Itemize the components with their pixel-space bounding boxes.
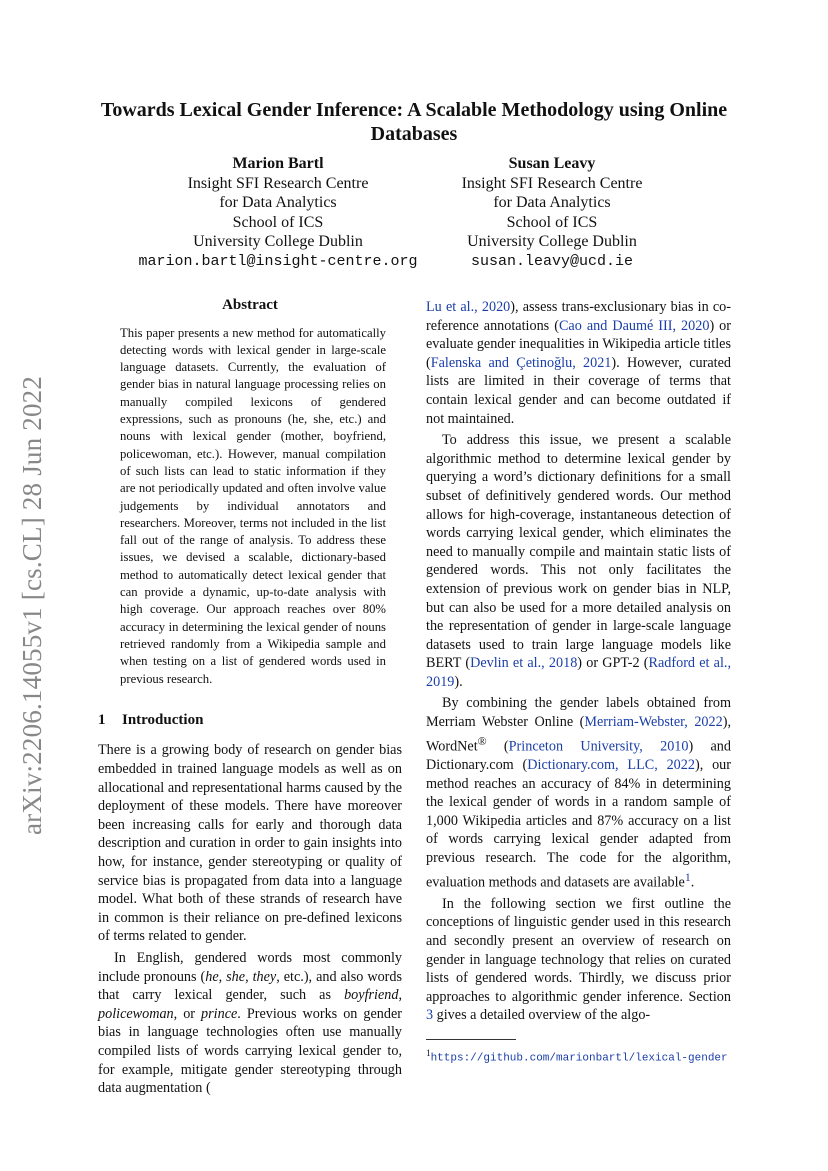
section-ref-link[interactable]: 3 xyxy=(426,1007,434,1024)
citation-link[interactable]: Falenska and Çetinoğlu, 2021 xyxy=(430,354,612,371)
section-number: 1 xyxy=(98,711,106,728)
citation-link[interactable]: Dictionary.com, LLC, 2022 xyxy=(527,756,695,773)
footnote xyxy=(426,1046,731,1066)
citation-link[interactable]: Cao and Daumé III, 2020 xyxy=(558,317,710,334)
citation-link[interactable]: Lu et al., 2020 xyxy=(426,299,511,315)
author-name: Marion Bartl xyxy=(232,155,324,172)
left-column xyxy=(98,296,402,1098)
citation-link[interactable]: Radford et al., 2019 xyxy=(426,655,732,690)
registered-mark: ® xyxy=(477,733,487,748)
paragraph: In the following section we first outline the conceptions of linguistic gender used in this research and secondly present an overview of research on gender in language technology that relies on curated lists of gendered words. Thirdly, we discuss prior approaches to algorithmic gender inference. Section 3 gives a detailed overview of the algo- xyxy=(426,895,731,1024)
citation-link[interactable]: Devlin et al., 2018 xyxy=(470,655,578,672)
author-affiliation-line: for Data Analytics xyxy=(219,194,337,211)
author-affiliation-line: for Data Analytics xyxy=(493,194,611,211)
author-affiliation-line: University College Dublin xyxy=(467,233,637,250)
author-affiliation-line: University College Dublin xyxy=(193,233,363,250)
right-column xyxy=(426,298,731,1066)
author-name: Susan Leavy xyxy=(508,155,596,172)
footnote-url-link[interactable]: https://github.com/marionbartl/lexical-gender xyxy=(430,1052,728,1065)
author-email[interactable]: marion.bartl@insight-centre.org xyxy=(138,252,418,270)
abstract-text: This paper presents a new method for automatically detecting words with lexical gender in large-scale language datasets. Currently, the evaluation of gender bias in natural language processing relies on manually compiled lexicons of gendered expressions, such as pronouns (he, she, etc.) and nouns with lexical gender (mother, boyfriend, policewoman, etc.). However, manual compilation of such lists can lead to static information if they are not periodically updated and often involve value judgements by individual annotators and researchers. Moreover, terms not included in the list fall out of the range of analysis. To address these issues, we devised a scalable, dictionary-based method to automatically detect lexical gender that can provide a dynamic, up-to-date analysis with high coverage. Our approach reaches over 80% accuracy in determining the lexical gender of nouns retrieved randomly from a Wikipedia sample and when testing on a list of gendered words used in previous research. xyxy=(120,325,386,686)
author-affiliation-line: School of ICS xyxy=(506,213,598,231)
author-block xyxy=(446,154,658,271)
author-affiliation-line: Insight SFI Research Centre xyxy=(187,174,369,192)
paragraph: In English, gendered words most commonly include pronouns (he, she, they, etc.), and also words that carry lexical gender, such as boyfriend, policewoman, or prince. Previous works on gender bias in language technologies often use manually compiled lists of words carrying lexical gender to, for example, mitigate gender stereotyping through data augmentation ( xyxy=(98,949,403,1097)
footnote-divider xyxy=(426,1039,516,1040)
citation-link[interactable]: Merriam-Webster, 2022 xyxy=(584,714,723,731)
paragraph-continuation: Lu et al., 2020), assess trans-exclusionary bias in co-reference annotations (Cao and Daumé III, 2020) or evaluate gender inequalities in Wikipedia article titles (Falenska and Çetinoğlu, 2021). However, curated lists are limited in their coverage of terms that contain lexical gender and can become outdated if not maintained. xyxy=(426,299,732,427)
author-affiliation-line: Insight SFI Research Centre xyxy=(461,174,643,192)
paragraph: To address this issue, we present a scalable algorithmic method to determine lexical gender by querying a word’s dictionary definitions for a small subset of definitively gendered words. Our method allows for high-coverage, instantaneous detection of words carrying lexical gender, which eliminates the need to manually compile and maintain static lists of gendered words. This not only facilitates the extension of previous work on gender bias in NLP, but can also be used for a more detailed analysis on the representation of gender in large-scale language datasets used to train large language models like BERT (Devlin et al., 2018) or GPT-2 (Radford et al., 2019). xyxy=(426,432,732,690)
footnote-ref[interactable]: 1 xyxy=(684,869,691,884)
section-heading xyxy=(98,711,402,730)
author-affiliation-line: School of ICS xyxy=(232,213,324,231)
paragraph-continued: . Previous works on gender bias in language technologies often use manually compiled lists of words carrying lexical gender to, for example, mitigate gender stereotyping through data augmentation ( xyxy=(98,1005,402,1097)
arxiv-stamp: arXiv:2206.14055v1 [cs.CL] 28 Jun 2022 xyxy=(17,375,47,835)
citation-link[interactable]: Princeton University, 2010 xyxy=(508,738,689,755)
author-email[interactable]: susan.leavy@ucd.ie xyxy=(470,252,634,270)
paragraph: By combining the gender labels obtained from Merriam Webster Online (Merriam-Webster, 2022), WordNet® (Princeton University, 2010) and Dictionary.com (Dictionary.com, LLC, 2022), our method reaches an accuracy of 84% in determining the lexical gender of words in a random sample of 1,000 Wikipedia articles and 87% accuracy on a list of words carrying lexical gender adapted from previous research. The code for the algorithm, evaluation methods and datasets are available$^1$. xyxy=(426,695,731,891)
abstract-heading: Abstract xyxy=(222,297,278,313)
section-title: Introduction xyxy=(122,711,204,728)
footnote-mark: 1 xyxy=(426,1048,431,1059)
author-block xyxy=(110,154,446,271)
paragraph: There is a growing body of research on gender bias embedded in trained language models as well as on allocational and representational harms caused by the deployment of these models. There have moreover been increasing calls for early and thorough data description and curation in order to gain insights into how, for instance, gender stereotyping or quality of service bias is propagated from data into a language model. What both of these strands of research have in common is their reliance on pre-defined lexicons of terms related to gender. xyxy=(98,742,402,945)
paper-title: Towards Lexical Gender Inference: A Scalable Methodology using Online Databases xyxy=(100,99,728,145)
